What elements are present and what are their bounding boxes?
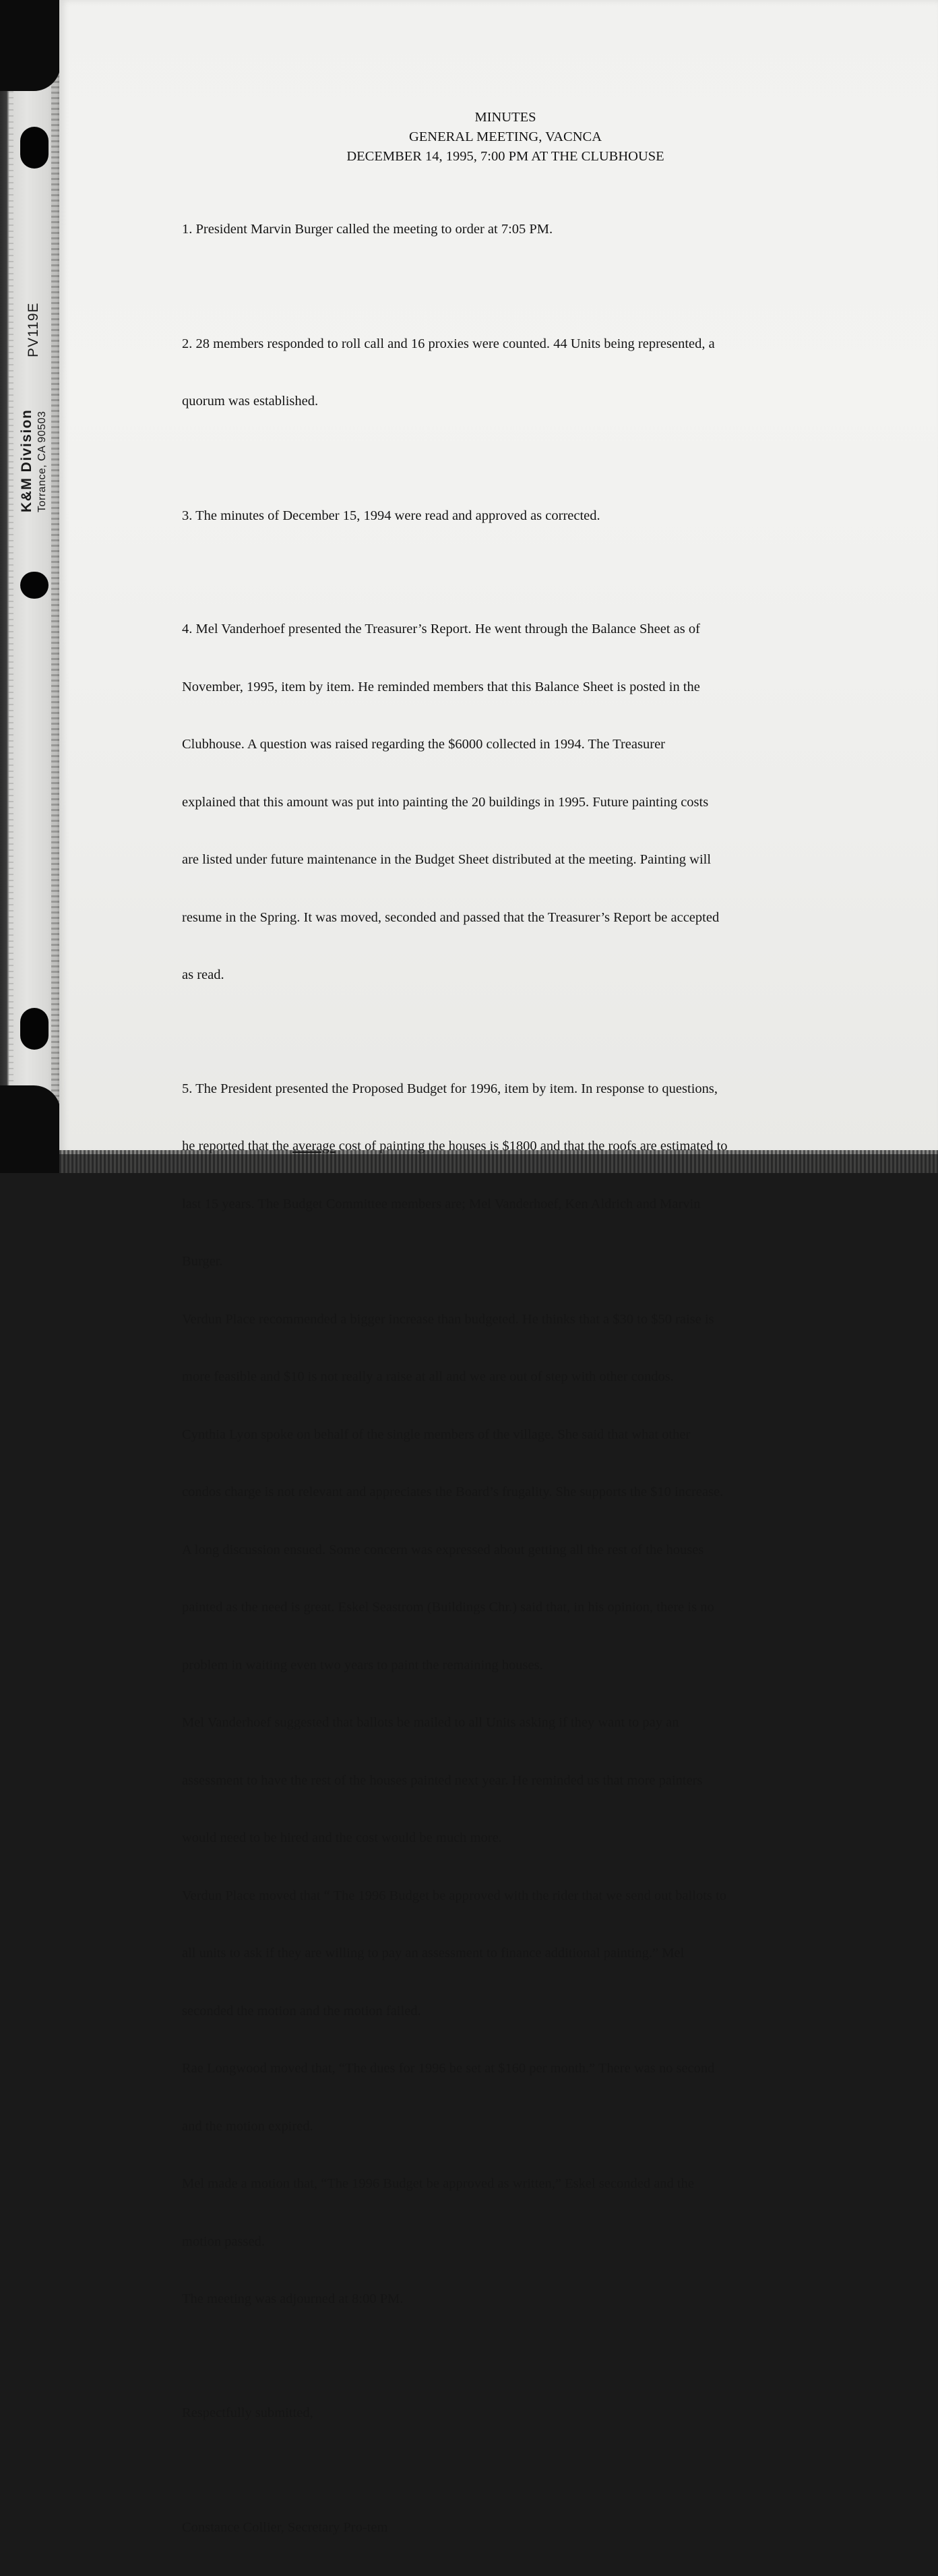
item-line: condos charge is not relevant and appreciates the Board’s frugality. She supports the $10 increase. bbox=[182, 1485, 724, 1499]
item-line: problem in waiting even two years to paint the remaining houses. bbox=[182, 1657, 543, 1673]
item-line: The meeting was adjourned at 8:00 PM. bbox=[182, 2292, 404, 2306]
item-line: seconded the motion and the motion failed. bbox=[182, 2003, 421, 2018]
item-line: Cynthia Lyon spoke on behalf of the single members of the village. She said that what other bbox=[182, 1427, 691, 1442]
item-line: A long discussion ensued. Some concern was expressed about getting all the rest of the houses bbox=[182, 1542, 704, 1557]
minutes-item-4 bbox=[182, 581, 809, 1023]
item-text: cost of painting the houses is $1800 and that the roofs are estimated to bbox=[335, 1139, 728, 1154]
minutes-item-1 bbox=[182, 181, 809, 278]
item-line: 2. 28 members responded to roll call and 16 proxies were counted. 44 Units being represented, a bbox=[182, 336, 715, 351]
punch-hole-middle bbox=[20, 572, 49, 599]
item-line: Verdun Place recommended a bigger increase than budgeted. He thinks that a $30 to $50 raise is bbox=[182, 1311, 714, 1327]
item-line: Clubhouse. A question was raised regarding the $6000 collected in 1994. The Treasurer bbox=[182, 737, 665, 752]
protector-texture bbox=[8, 0, 13, 1173]
item-line: motion passed. bbox=[182, 2234, 265, 2249]
item-text: he reported that the bbox=[182, 1139, 292, 1154]
header-title: MINUTES bbox=[474, 110, 536, 125]
vendor-name: K&M Division bbox=[19, 409, 34, 512]
signature-text: Constance Collier, Secretary Pro-tem bbox=[182, 2520, 388, 2535]
minutes-item-5 bbox=[182, 1041, 809, 2347]
closing-salutation bbox=[182, 2365, 809, 2461]
item-line: assessment to have the rest of the houses painted next year. He reminded us that more painters bbox=[182, 1772, 703, 1788]
background-corner-top bbox=[0, 0, 61, 91]
item-line: 5. The President presented the Proposed Budget for 1996, item by item. In response to questions, bbox=[182, 1081, 718, 1096]
minutes-item-3 bbox=[182, 468, 809, 564]
item-line: and the motion expired. bbox=[182, 2118, 313, 2134]
punch-hole-bottom bbox=[20, 1008, 49, 1050]
item-line: November, 1995, item by item. He reminded members that this Balance Sheet is posted in the bbox=[182, 679, 700, 694]
item-line: quorum was established. bbox=[182, 394, 319, 409]
item-line: all units to ask if they are willing to pay an assessment to finance additional painting.” Mel bbox=[182, 1946, 685, 1960]
item-line: explained that this amount was put into painting the 20 buildings in 1995. Future painting costs bbox=[182, 794, 709, 810]
item-line: Mel made a motion that, “The 1996 Budget be approved as written,” Eskel seconded and the bbox=[182, 2176, 694, 2191]
item-line: last 15 years. The Budget Committee members are; Mel Vanderhoef, Ken Aldrich and Marvin bbox=[182, 1196, 701, 1211]
minutes-item-2 bbox=[182, 296, 809, 450]
item-line: Burger. bbox=[182, 1254, 223, 1269]
background-corner-bottom bbox=[0, 1085, 61, 1173]
item-line: would need to be hired and the cost would be much more. bbox=[182, 1830, 502, 1845]
item-line: resume in the Spring. It was moved, seconded and passed that the Treasurer’s Report be accepted bbox=[182, 909, 720, 925]
item-line: Mel Vanderhoef suggested that ballots be mailed to all Units asking if they want to pay an bbox=[182, 1715, 679, 1730]
header-date: DECEMBER 14, 1995, 7:00 PM AT THE CLUBHOUSE bbox=[346, 149, 664, 164]
closing-signature bbox=[182, 2480, 809, 2576]
minutes-document bbox=[182, 108, 809, 2576]
item-line: Rae Longwood moved that, “The dues for 1996 be set at $160 per month.” There was no second bbox=[182, 2061, 715, 2076]
underlined-word: average bbox=[292, 1139, 336, 1154]
item-line: 4. Mel Vanderhoef presented the Treasurer’s Report. He went through the Balance Sheet as of bbox=[182, 622, 700, 636]
item-line: 1. President Marvin Burger called the meeting to order at 7:05 PM. bbox=[182, 222, 553, 237]
item-line: Verdun Place moved that “ The 1996 Budget be approved with the rider that we send out ballots to bbox=[182, 1888, 727, 1903]
vendor-product-code: PV119E bbox=[26, 302, 41, 357]
vendor-address: Torrance, CA 90503 bbox=[36, 411, 48, 512]
item-line: as read. bbox=[182, 967, 224, 982]
item-line: 3. The minutes of December 15, 1994 were read and approved as corrected. bbox=[182, 508, 600, 523]
protector-vendor-label bbox=[16, 135, 54, 512]
item-line bbox=[182, 1137, 809, 1156]
salutation-text: Respectfully submitted, bbox=[182, 2405, 313, 2420]
item-line: more feasible and $10 is not really a raise at all and we are out of step with other condos. bbox=[182, 1369, 674, 1384]
item-line: painted as the need is great. Eskel Seastrom (Buildings Chr.) said that, in his opinion, there is no bbox=[182, 1600, 714, 1615]
document-header bbox=[202, 108, 809, 167]
item-line: are listed under future maintenance in the Budget Sheet distributed at the meeting. Painting will bbox=[182, 852, 712, 867]
header-meeting: GENERAL MEETING, VACNCA bbox=[408, 129, 602, 144]
